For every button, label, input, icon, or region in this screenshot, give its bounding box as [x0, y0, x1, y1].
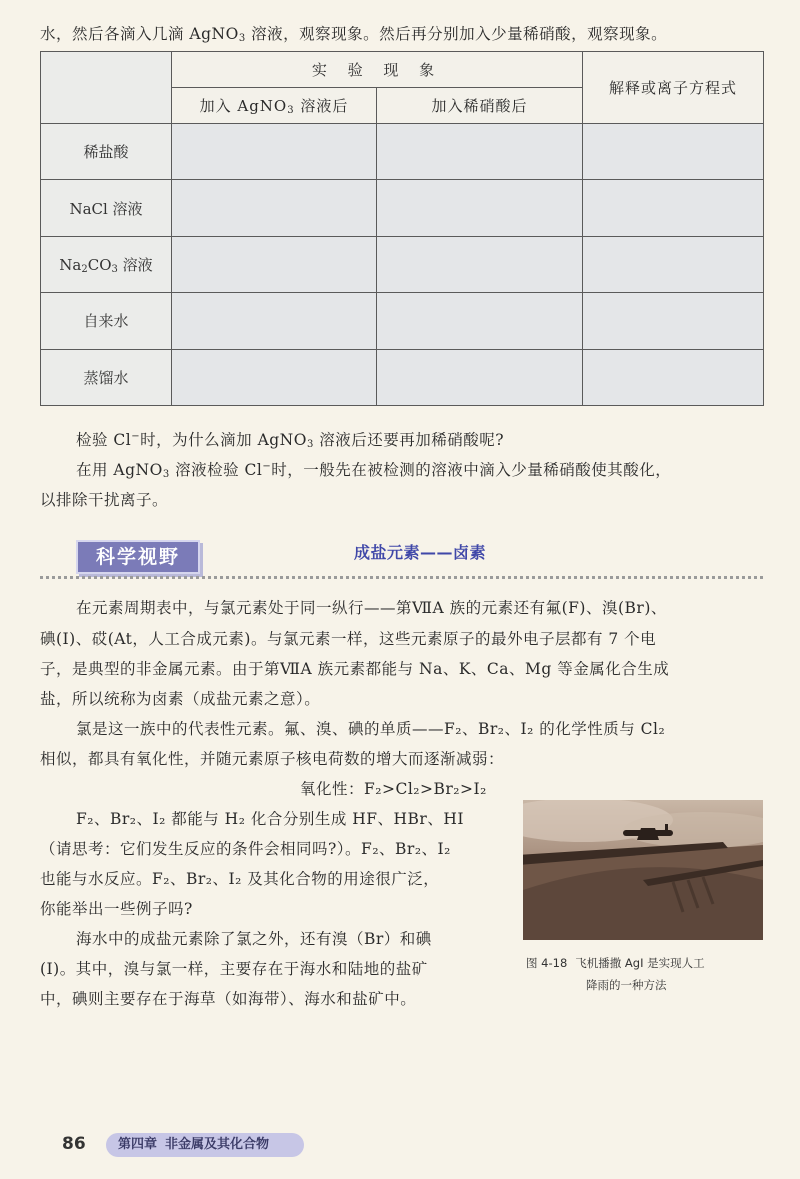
hno3-column-header: 加入稀硝酸后: [377, 88, 583, 124]
row-label: $Na_2CO_3$ 溶液: [41, 236, 172, 292]
answer-line-2: 以排除干扰离子。: [40, 491, 169, 509]
experiment-table: [40, 51, 764, 406]
table-row: [41, 293, 764, 349]
paragraph-line: 盐，所以统称为卤素（成盐元素之意）。: [40, 690, 321, 708]
table-cell: [377, 293, 583, 349]
dotted-divider: [40, 576, 763, 579]
paragraph-line: 氯是这一族中的代表性元素。氟、溴、碘的单质——F₂、Br₂、I₂ 的化学性质与 Cl₂: [76, 720, 666, 738]
table-cell: [583, 124, 764, 180]
intro-text: 水，然后各滴入几滴 AgNO$_3$ 溶液，观察现象。然后再分别加入少量稀硝酸，观察现象。: [40, 25, 668, 44]
page-number: 86: [62, 1134, 86, 1154]
figure-number: 图 4-18: [526, 956, 568, 970]
agno3-column-header: 加入 AgNO$_3$ 溶液后: [172, 88, 377, 124]
science-horizon-banner: 科学视野: [76, 540, 200, 574]
table-cell: [583, 180, 764, 236]
paragraph-line: (I)。其中，溴与氯一样，主要存在于海水和陆地的盐矿: [40, 960, 428, 978]
paragraph-line: 在元素周期表中，与氯元素处于同一纵行——第ⅦA 族的元素还有氟(F)、溴(Br)、: [76, 599, 667, 617]
row-label: NaCl 溶液: [41, 180, 172, 236]
figure-caption: [526, 952, 766, 996]
paragraph-line: 碘(I)、砹(At，人工合成元素)。与氯元素一样，这些元素原子的最外电子层都有 7 个电: [40, 630, 657, 648]
paragraph-line: 相似，都具有氧化性，并随元素原子核电荷数的增大而逐渐减弱：: [40, 750, 505, 768]
paragraph-line: （请思考：它们发生反应的条件会相同吗?）。F₂、Br₂、I₂: [40, 840, 451, 858]
question-text: 检验 Cl−时，为什么滴加 AgNO$_3$ 溶液后还要再加稀硝酸呢?: [76, 430, 505, 450]
table-cell: [172, 236, 377, 292]
explanation-header: 解释或离子方程式: [583, 52, 764, 124]
table-cell: [172, 124, 377, 180]
table-cell: [377, 349, 583, 405]
paragraph-line: 你能举出一些例子吗?: [40, 900, 193, 918]
table-cell: [377, 124, 583, 180]
table-row: [41, 236, 764, 292]
corner-cell: [41, 52, 172, 124]
caption-line-1: 飞机播撒 AgI 是实现人工: [575, 956, 705, 970]
table-cell: [172, 349, 377, 405]
table-row: [41, 180, 764, 236]
paragraph-line: 海水中的成盐元素除了氯之外，还有溴（Br）和碘: [76, 930, 432, 948]
paragraph-line: 子，是典型的非金属元素。由于第ⅦA 族元素都能与 Na、K、Ca、Mg 等金属化合生成: [40, 660, 670, 678]
table-cell: [583, 349, 764, 405]
observation-header: 实 验 现 象: [172, 52, 583, 88]
caption-line-2: 降雨的一种方法: [586, 978, 667, 992]
row-label: 蒸馏水: [41, 349, 172, 405]
table-cell: [172, 293, 377, 349]
table-cell: [377, 236, 583, 292]
paragraph-line: F₂、Br₂、I₂ 都能与 H₂ 化合分别生成 HF、HBr、HI: [76, 810, 464, 828]
table-cell: [377, 180, 583, 236]
table-cell: [172, 180, 377, 236]
table-row: [41, 349, 764, 405]
airplane-photo-illustration: [523, 800, 763, 940]
chapter-label: 第四章 非金属及其化合物: [106, 1133, 304, 1157]
row-label: 自来水: [41, 293, 172, 349]
airplane-cloud-seeding-photo: [523, 800, 763, 940]
table-row: [41, 124, 764, 180]
paragraph-line: 中，碘则主要存在于海草（如海带）、海水和盐矿中。: [40, 990, 417, 1008]
answer-line-1: 在用 AgNO$_3$ 溶液检验 Cl−时，一般先在被检测的溶液中滴入少量稀硝酸使其酸化，: [76, 460, 672, 480]
oxidation-formula: 氧化性：F₂>Cl₂>Br₂>I₂: [300, 780, 487, 798]
paragraph-line: 也能与水反应。F₂、Br₂、I₂ 及其化合物的用途很广泛，: [40, 870, 440, 888]
table-cell: [583, 236, 764, 292]
row-label: 稀盐酸: [41, 124, 172, 180]
table-cell: [583, 293, 764, 349]
section-title: 成盐元素——卤素: [354, 543, 487, 562]
